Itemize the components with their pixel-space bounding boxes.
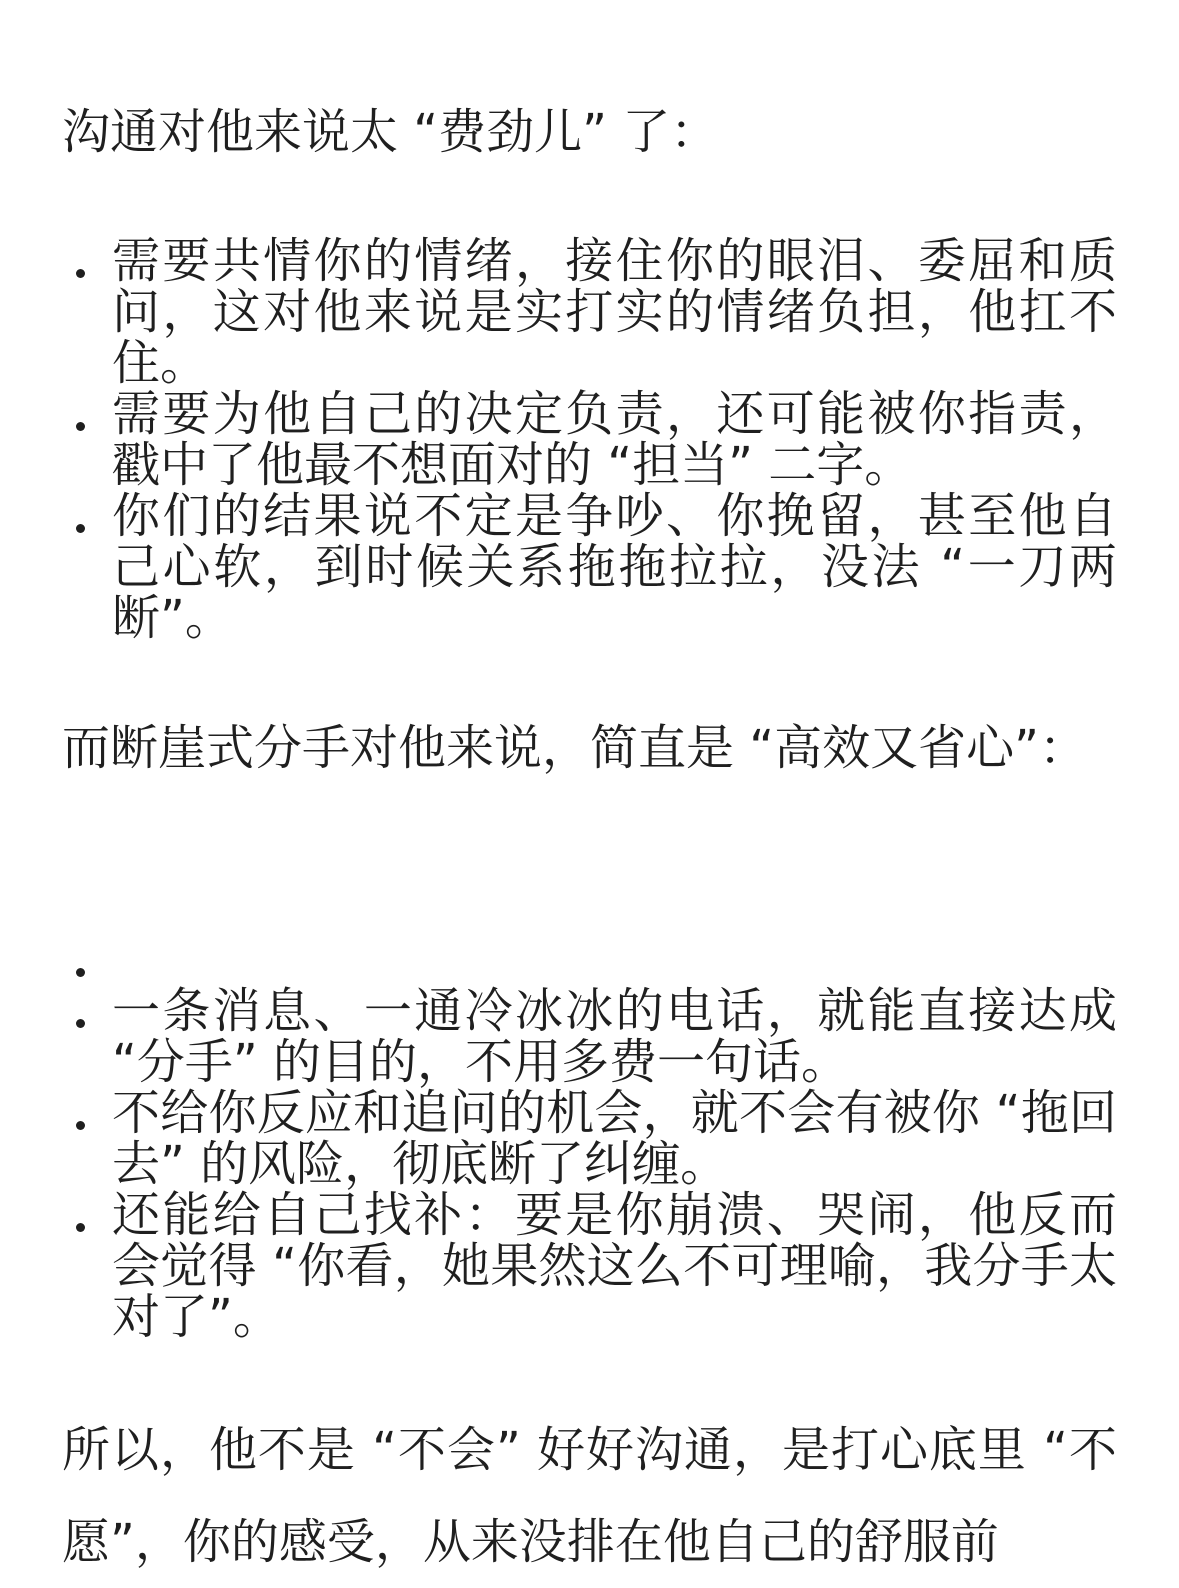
- bullet-dot: [76, 968, 85, 977]
- paragraph-conclusion: 所以，他不是 “不会” 好好沟通，是打心底里 “不愿”，你的感受，从来没排在他自己的舒服前: [62, 1422, 1117, 1570]
- bullet-dot: [76, 1121, 85, 1130]
- bullet-dot: [76, 1223, 85, 1232]
- list-item: [62, 1187, 1117, 1345]
- paragraph-intro-2: 而断崖式分手对他来说，简直是 “高效又省心”：: [62, 720, 1087, 776]
- bullet-list-1: [62, 233, 1117, 646]
- bullet-dot: [76, 269, 85, 278]
- list-item: [62, 233, 1117, 391]
- list-item: [62, 386, 1117, 493]
- bullet-list-2: [62, 935, 1117, 1343]
- bullet-dot: [76, 1019, 85, 1028]
- list-item: [62, 488, 1117, 646]
- bullet-dot: [76, 422, 85, 431]
- list-item-text: 一条消息、一通冷冰冰的电话，就能直接达成 “分手” 的目的，不用多费一句话。: [112, 983, 1117, 1090]
- list-item-text: 还能给自己找补：要是你崩溃、哭闹，他反而会觉得 “你看，她果然这么不可理喻，我分手太对了”。: [112, 1187, 1117, 1345]
- list-item-empty: [62, 935, 1117, 986]
- list-item-text: 你们的结果说不定是争吵、你挽留，甚至他自己心软，到时候关系拖拖拉拉，没法 “一刀两断”。: [112, 488, 1117, 646]
- paragraph-top-fragment: [62, 0, 1117, 18]
- list-item-text: 需要共情你的情绪，接住你的眼泪、委屈和质问，这对他来说是实打实的情绪负担，他扛不住。: [112, 233, 1117, 391]
- list-item-text: 不给你反应和追问的机会，就不会有被你 “拖回去” 的风险，彻底断了纠缠。: [112, 1085, 1117, 1192]
- bullet-dot: [76, 524, 85, 533]
- paragraph-intro-1: 沟通对他来说太 “费劲儿” 了：: [62, 104, 719, 160]
- list-item: [62, 983, 1117, 1090]
- list-item-text: 需要为他自己的决定负责，还可能被你指责，戳中了他最不想面对的 “担当” 二字。: [112, 386, 1117, 493]
- list-item: [62, 1085, 1117, 1192]
